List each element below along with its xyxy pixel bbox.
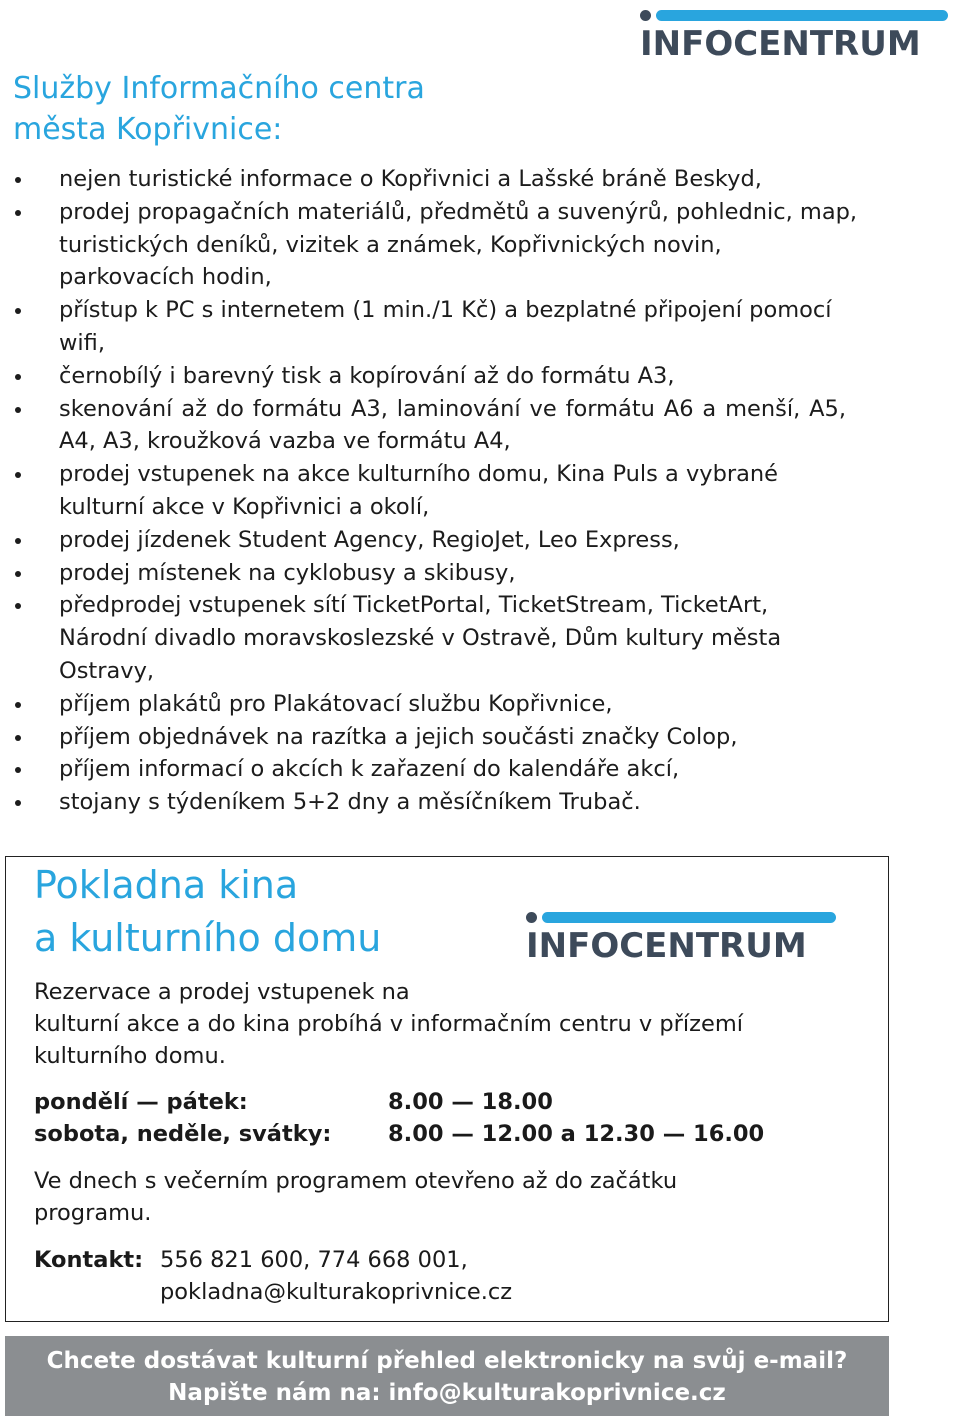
list-item: prodej propagačních materiálů, předmětů a suvenýrů, pohlednic, map, turistických deníků, vizitek a známek, Kopřivnických novin, parkovacích hodin, — [0, 196, 860, 294]
logo-wordmark: INFOCENTRUM — [640, 24, 921, 64]
logo-wordmark: INFOCENTRUM — [526, 926, 807, 966]
services-list — [0, 163, 860, 819]
list-item: skenování až do formátu A3, laminování ve formátu A6 a menší, A5, A4, A3, kroužková vazba ve formátu A4, — [0, 393, 860, 459]
evening-line: programu. — [34, 1200, 152, 1226]
box-office-title-line2: a kulturního domu — [34, 916, 382, 960]
hours-value: 8.00 — 12.00 a 12.30 — 16.00 — [388, 1121, 765, 1147]
reservation-line: kulturní akce a do kina probíhá v informačním centru v přízemí — [34, 1011, 744, 1037]
opening-hours — [34, 1086, 834, 1150]
infocentrum-logo — [640, 10, 948, 66]
list-item: předprodej vstupenek sítí TicketPortal, TicketStream, TicketArt, Národní divadlo moravskoslezské v Ostravě, Dům kultury města Ostravy, — [0, 589, 860, 687]
list-item: černobílý i barevný tisk a kopírování až do formátu A3, — [0, 360, 860, 393]
hours-label: pondělí — pátek: — [34, 1089, 248, 1115]
list-item: prodej místenek na cyklobusy a skibusy, — [0, 557, 860, 590]
list-item: stojany s týdeníkem 5+2 dny a měsíčníkem Trubač. — [0, 786, 860, 819]
list-item: příjem objednávek na razítka a jejich součásti značky Colop, — [0, 721, 860, 754]
reservation-line: kulturního domu. — [34, 1043, 226, 1069]
list-item: příjem informací o akcích k zařazení do kalendáře akcí, — [0, 753, 860, 786]
reservation-line: Rezervace a prodej vstupenek na — [34, 979, 410, 1005]
logo-bar — [542, 912, 836, 923]
hours-value: 8.00 — 18.00 — [388, 1089, 553, 1115]
list-item: nejen turistické informace o Kopřivnici a Lašské bráně Beskyd, — [0, 163, 860, 196]
contact-label: Kontakt: — [34, 1247, 144, 1273]
list-item: prodej jízdenek Student Agency, RegioJet, Leo Express, — [0, 524, 860, 557]
reservation-text — [34, 976, 854, 1072]
contact-values — [160, 1244, 512, 1308]
hours-label: sobota, neděle, svátky: — [34, 1121, 332, 1147]
newsletter-banner — [5, 1336, 889, 1416]
services-title — [13, 68, 425, 150]
evening-note — [34, 1165, 854, 1229]
services-title-line2: města Kopřivnice: — [13, 112, 283, 147]
contact-phones: 556 821 600, 774 668 001, — [160, 1247, 468, 1273]
hours-row — [34, 1086, 834, 1118]
box-office-title-line1: Pokladna kina — [34, 863, 299, 907]
logo-bar — [656, 10, 948, 21]
box-office-title — [34, 859, 381, 965]
services-title-line1: Služby Informačního centra — [13, 71, 425, 106]
list-item: příjem plakátů pro Plakátovací službu Kopřivnice, — [0, 688, 860, 721]
list-item: přístup k PC s internetem (1 min./1 Kč) a bezplatné připojení pomocí wifi, — [0, 294, 860, 360]
evening-line: Ve dnech s večerním programem otevřeno až do začátku — [34, 1168, 678, 1194]
infocentrum-logo-box — [526, 912, 836, 968]
list-item: prodej vstupenek na akce kulturního domu, Kina Puls a vybrané kulturní akce v Kopřivnici a okolí, — [0, 458, 860, 524]
contact-email-link[interactable]: pokladna@kulturakoprivnice.cz — [160, 1279, 513, 1305]
logo-dot — [526, 912, 537, 923]
logo-dot — [640, 10, 651, 21]
hours-row — [34, 1118, 834, 1150]
banner-question: Chcete dostávat kulturní přehled elektronicky na svůj e-mail? — [46, 1348, 848, 1374]
banner-email-link[interactable]: Napište nám na: info@kulturakoprivnice.cz — [168, 1380, 726, 1406]
